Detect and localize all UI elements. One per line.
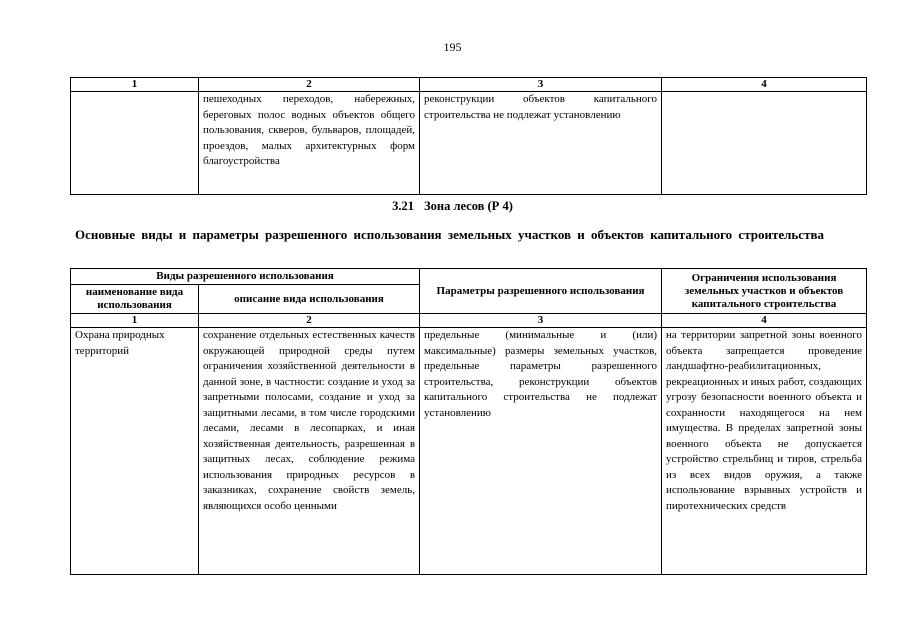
column-number: 3 <box>420 78 662 92</box>
section-title <box>0 199 905 214</box>
section-title-text: Зона лесов (Р 4) <box>424 199 513 213</box>
column-number-row <box>71 78 867 92</box>
page-number: 195 <box>443 40 462 54</box>
table-header-row <box>71 269 867 285</box>
table-cell-name: Охрана природных территорий <box>71 328 199 575</box>
table-cell-description: сохранение отдельных естественных качеств окружающей природной среды путем ограничения хозяйственной деятельности в данной зоне, в частности: создание и уход за запретными полосами, создание и уход за защитными лесами, в том числе городскими лесами, лесами в лесопарках, и иная хозяйственная деятельность, разрешенная в защитных лесах, соблюдение режима использования природных ресурсов в заказниках, сохранение свойств земель, являющихся особо ценными <box>199 328 420 575</box>
header-parameters: Параметры разрешенного использования <box>420 269 662 314</box>
column-number: 3 <box>420 314 662 328</box>
section-subtitle: Основные виды и параметры разрешенного использования земельных участков и объектов капитального строительства <box>75 227 824 242</box>
table-cell-restrictions <box>662 92 867 195</box>
table-row <box>71 92 867 195</box>
table-cell-parameters: реконструкции объектов капитального строительства не подлежат установлению <box>420 92 662 195</box>
column-number: 1 <box>71 78 199 92</box>
header-usage-name: наименование вида использования <box>71 285 199 314</box>
zone-regulations-table <box>70 268 867 575</box>
column-number: 4 <box>662 78 867 92</box>
table-cell-name <box>71 92 199 195</box>
continued-table <box>70 77 867 195</box>
column-number-row <box>71 314 867 328</box>
column-number: 2 <box>199 314 420 328</box>
header-usage-types: Виды разрешенного использования <box>71 269 420 285</box>
column-number: 4 <box>662 314 867 328</box>
table-cell-description: пешеходных переходов, набережных, береговых полос водных объектов общего пользования, скверов, бульваров, площадей, проездов, малых архитектурных форм благоустройства <box>199 92 420 195</box>
header-usage-description: описание вида использования <box>199 285 420 314</box>
column-number: 2 <box>199 78 420 92</box>
section-number: 3.21 <box>392 199 415 213</box>
column-number: 1 <box>71 314 199 328</box>
table-cell-restrictions: на территории запретной зоны военного объекта запрещается проведение ландшафтно-реабилитационных, рекреационных и иных работ, создающих угрозу безопасности военного объекта и сохранности находящегося на нем имущества. В пределах запретной зоны военного объекта не допускается устройство стрельбищ и тиров, стрельба из всех видов оружия, а также использование взрывных устройств и пиротехнических средств <box>662 328 867 575</box>
table-cell-parameters: предельные (минимальные и (или) максимальные) размеры земельных участков, предельные параметры разрешенного строительства, реконструкции объектов капитального строительства не подлежат установлению <box>420 328 662 575</box>
table-row <box>71 328 867 575</box>
header-restrictions: Ограничения использования земельных участков и объектов капитального строительства <box>662 269 867 314</box>
